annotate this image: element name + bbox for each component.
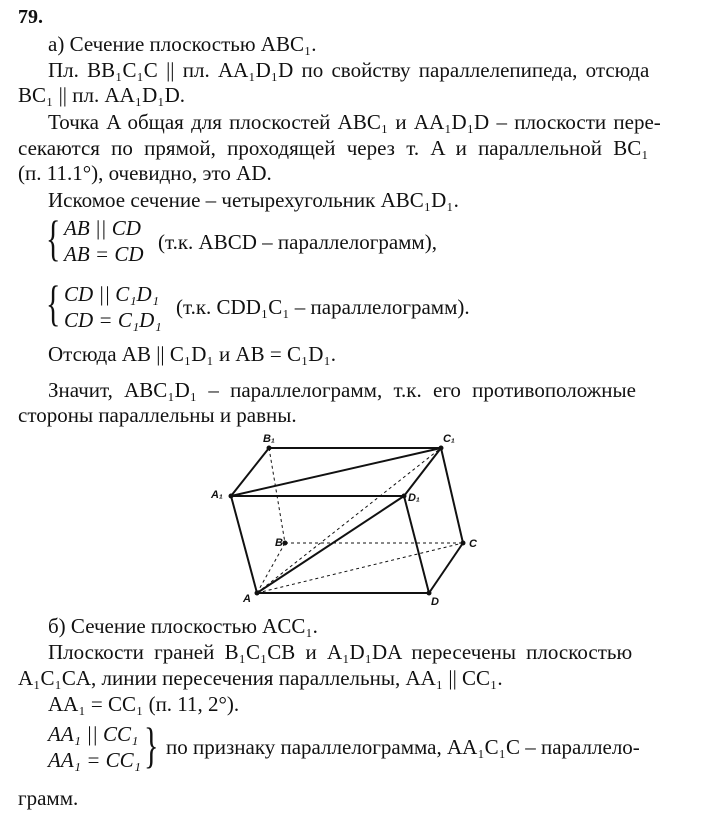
- label-c: C: [469, 538, 477, 550]
- label-c1: C₁: [443, 433, 455, 445]
- system1-note: (т.к. ABCD – параллелограмм),: [158, 230, 437, 254]
- part-a-line5: (п. 11.1°), очевидно, это AD.: [18, 161, 272, 185]
- label-d: D: [431, 596, 439, 608]
- system1-brace: {: [46, 210, 61, 266]
- system3-brace: }: [144, 717, 159, 773]
- problem-number: 79.: [18, 6, 43, 28]
- edge-c1-c: [441, 448, 463, 543]
- system3-note: по признаку параллелограмма, AA₁C₁C – параллело-: [166, 735, 640, 759]
- part-a-heading: а) Сечение плоскостью ABC₁.: [48, 32, 317, 56]
- part-b-heading: б) Сечение плоскостью ACC₁.: [48, 614, 318, 638]
- label-a1: A₁: [211, 489, 223, 501]
- part-b-line3: AA₁ = CC₁ (п. 11, 2°).: [48, 692, 240, 716]
- part-b-line4: грамм.: [18, 786, 79, 810]
- part-b-line1: Плоскости граней B₁C₁CB и A₁D₁DA пересечены плоскостью: [48, 640, 633, 664]
- system2-eq2: CD = C₁D₁: [64, 308, 162, 332]
- system1-eq1: AB || CD: [64, 216, 141, 240]
- part-a-line4: секаются по прямой, проходящей через т. A и параллельной BC₁: [18, 136, 649, 160]
- label-a: A: [243, 593, 251, 605]
- edge-d1-d: [404, 496, 429, 593]
- label-b: B: [275, 537, 283, 549]
- edge-a1-a: [231, 496, 257, 593]
- part-a-line6: Искомое сечение – четырехугольник ABC₁D₁.: [48, 188, 459, 212]
- part-b-line2: A₁C₁CA, линии пересечения параллельны, AA₁ || CC₁.: [18, 666, 503, 690]
- label-d1: D₁: [408, 492, 420, 504]
- system2-brace: {: [46, 275, 61, 331]
- edge-a-b: [257, 543, 285, 593]
- system2-eq1: CD || C₁D₁: [64, 282, 159, 306]
- system3-eq2: AA₁ = CC₁: [48, 748, 141, 772]
- part-a-line3: Точка A общая для плоскостей ABC₁ и AA₁D₁D – плоскости пере-: [48, 110, 661, 134]
- system2-note: (т.к. CDD₁C₁ – параллелограмм).: [176, 295, 470, 319]
- section-a-c: [257, 543, 463, 593]
- part-a-line7: Отсюда AB || C₁D₁ и AB = C₁D₁.: [48, 342, 337, 366]
- system3-eq1: AA₁ || CC₁: [48, 722, 139, 746]
- label-b1: B₁: [263, 433, 275, 445]
- part-a-line9: стороны параллельны и равны.: [18, 403, 297, 427]
- part-a-line1: Пл. BB₁C₁C || пл. AA₁D₁D по свойству параллелепипеда, отсюда: [48, 58, 650, 82]
- system1-eq2: AB = CD: [64, 242, 144, 266]
- parallelepiped-figure: [205, 428, 495, 610]
- part-a-line8: Значит, ABC₁D₁ – параллелограмм, т.к. его противоположные: [48, 378, 636, 402]
- part-a-line2: BC₁ || пл. AA₁D₁D.: [18, 83, 186, 107]
